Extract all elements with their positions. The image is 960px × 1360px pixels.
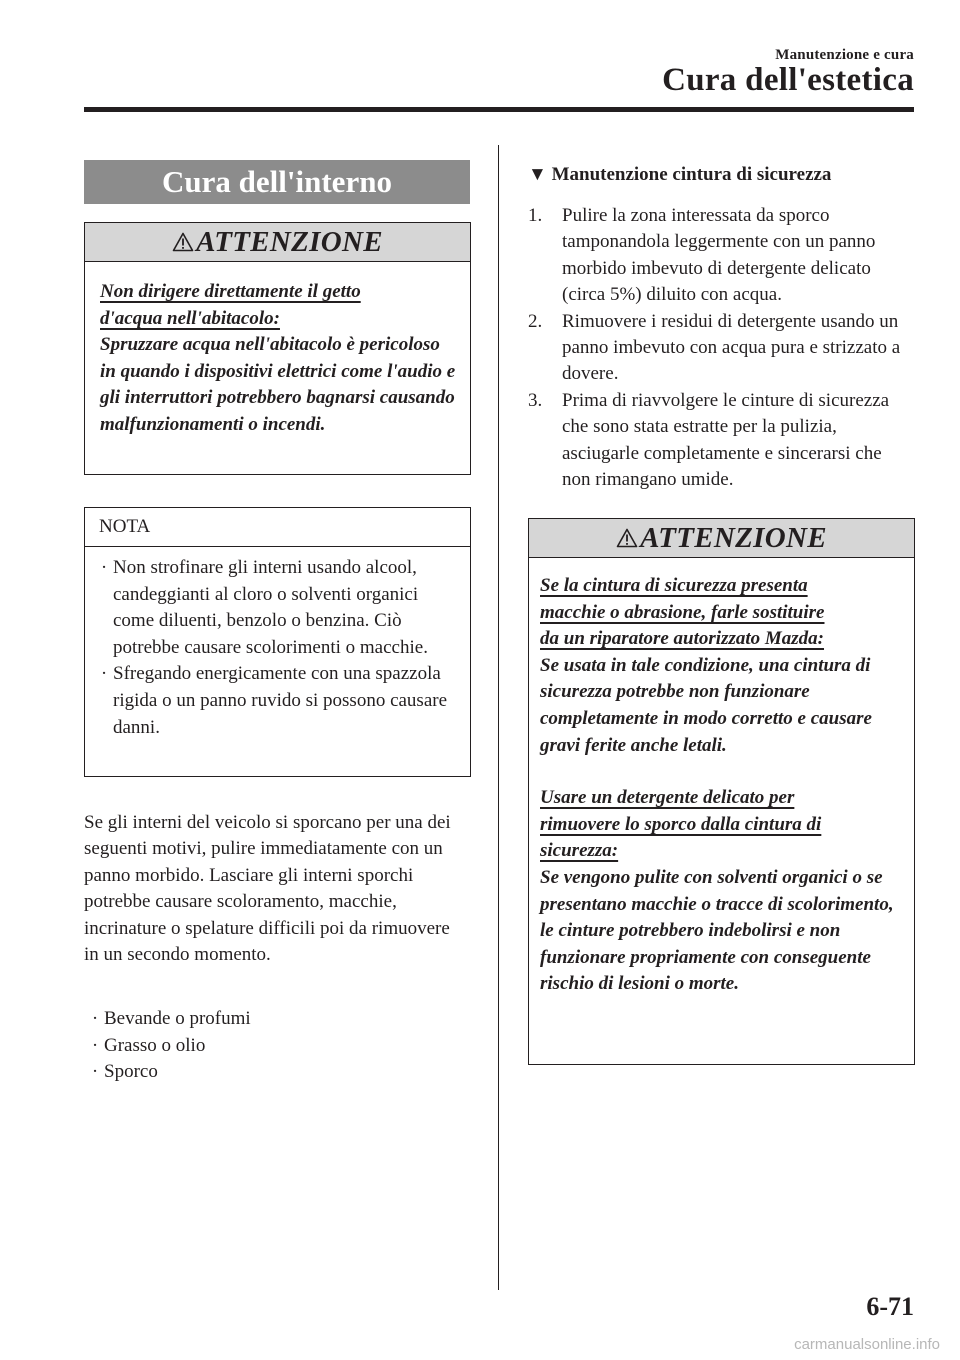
warning-heading-line: Se la cintura di sicurezza presenta bbox=[540, 575, 808, 596]
warning-heading-line: da un riparatore autorizzato Mazda: bbox=[540, 628, 825, 650]
column-divider bbox=[498, 145, 499, 1290]
note-label: NOTA bbox=[85, 508, 470, 547]
triangle-marker-icon: ▼ bbox=[528, 164, 547, 185]
warning-label: ATTENZIONE bbox=[196, 225, 383, 258]
warning-text: Se vengono pulite con solventi organici o se presentano macchie o tracce di scolorimento, le cinture potrebbero indebolirsi e non funzionare propriamente con conseguente rischio di lesioni o morte. bbox=[540, 866, 894, 995]
list-item: 1. Pulire la zona interessata da sporco tamponandola leggermente con un panno morbido imbevuto di detergente delicato (circa 5%) diluito con acqua. bbox=[528, 205, 876, 306]
warning-box-seatbelt bbox=[528, 518, 915, 1065]
warning-heading-line: Non dirigere direttamente il getto bbox=[100, 281, 361, 302]
cleaning-steps bbox=[528, 203, 913, 493]
list-item: 3. Prima di riavvolgere le cinture di sicurezza che sono stata estratte per la pulizia, asciugarle completamente e sincerarsi che non rimangano umide. bbox=[528, 389, 890, 491]
warning-heading-line: macchie o abrasione, farle sostituire bbox=[540, 601, 825, 623]
list-item: 2. Rimuovere i residui di detergente usando un panno imbevuto con acqua pura e strizzato a dovere. bbox=[528, 310, 901, 385]
section-title: Cura dell'interno bbox=[84, 160, 470, 204]
subsection-heading bbox=[528, 164, 918, 186]
note-item: · Non strofinare gli interni usando alcool, candeggianti al cloro o solventi organici come diluenti, benzolo o benzina. Ciò potrebbe causare scolorimenti o macchie. bbox=[100, 557, 428, 658]
warning-header bbox=[85, 223, 470, 262]
warning-box-water bbox=[84, 222, 471, 475]
chapter-label: Manutenzione e cura bbox=[775, 47, 914, 63]
warning-text: Se usata in tale condizione, una cintura di sicurezza potrebbe non funzionare completamente in modo corretto e causare gravi ferite anche letali. bbox=[540, 654, 872, 756]
warning-heading-line: d'acqua nell'abitacolo: bbox=[100, 307, 280, 329]
page-number: 6-71 bbox=[866, 1292, 914, 1321]
list-item: · Sporco bbox=[91, 1061, 158, 1083]
warning-heading-line: Usare un detergente delicato per bbox=[540, 787, 795, 809]
watermark: carmanualsonline.info bbox=[794, 1336, 940, 1353]
list-item: · Bevande o profumi bbox=[91, 1008, 251, 1029]
warning-triangle-icon bbox=[172, 232, 194, 252]
note-box bbox=[84, 507, 471, 777]
dirt-sources-list bbox=[86, 1006, 446, 1086]
warning-label: ATTENZIONE bbox=[640, 521, 827, 554]
warning-triangle-icon bbox=[616, 528, 638, 548]
warning-heading-line: rimuovere lo sporco dalla cintura di bbox=[540, 813, 822, 835]
header-rule bbox=[84, 107, 914, 112]
warning-heading-line: sicurezza: bbox=[540, 840, 619, 862]
page-title: Cura dell'estetica bbox=[662, 62, 914, 98]
warning-text: Spruzzare acqua nell'abitacolo è pericoloso in quando i dispositivi elettrici come l'audio e gli interruttori potrebbero bagnarsi causando malfunzionamenti o incendi. bbox=[100, 334, 456, 435]
subsection-title: Manutenzione cintura di sicurezza bbox=[551, 164, 832, 185]
intro-paragraph: Se gli interni del veicolo si sporcano per una dei seguenti motivi, pulire immediatamente con un panno morbido. Lasciare gli interni sporchi potrebbe causare scoloramento, macchie, incrinature o spelature difficili poi da rimuovere in un secondo momento. bbox=[84, 812, 451, 966]
warning-header bbox=[529, 519, 914, 558]
list-item: · Grasso o olio bbox=[91, 1034, 206, 1056]
note-item: · Sfregando energicamente con una spazzola rigida o un panno ruvido si possono causare danni. bbox=[100, 663, 448, 738]
